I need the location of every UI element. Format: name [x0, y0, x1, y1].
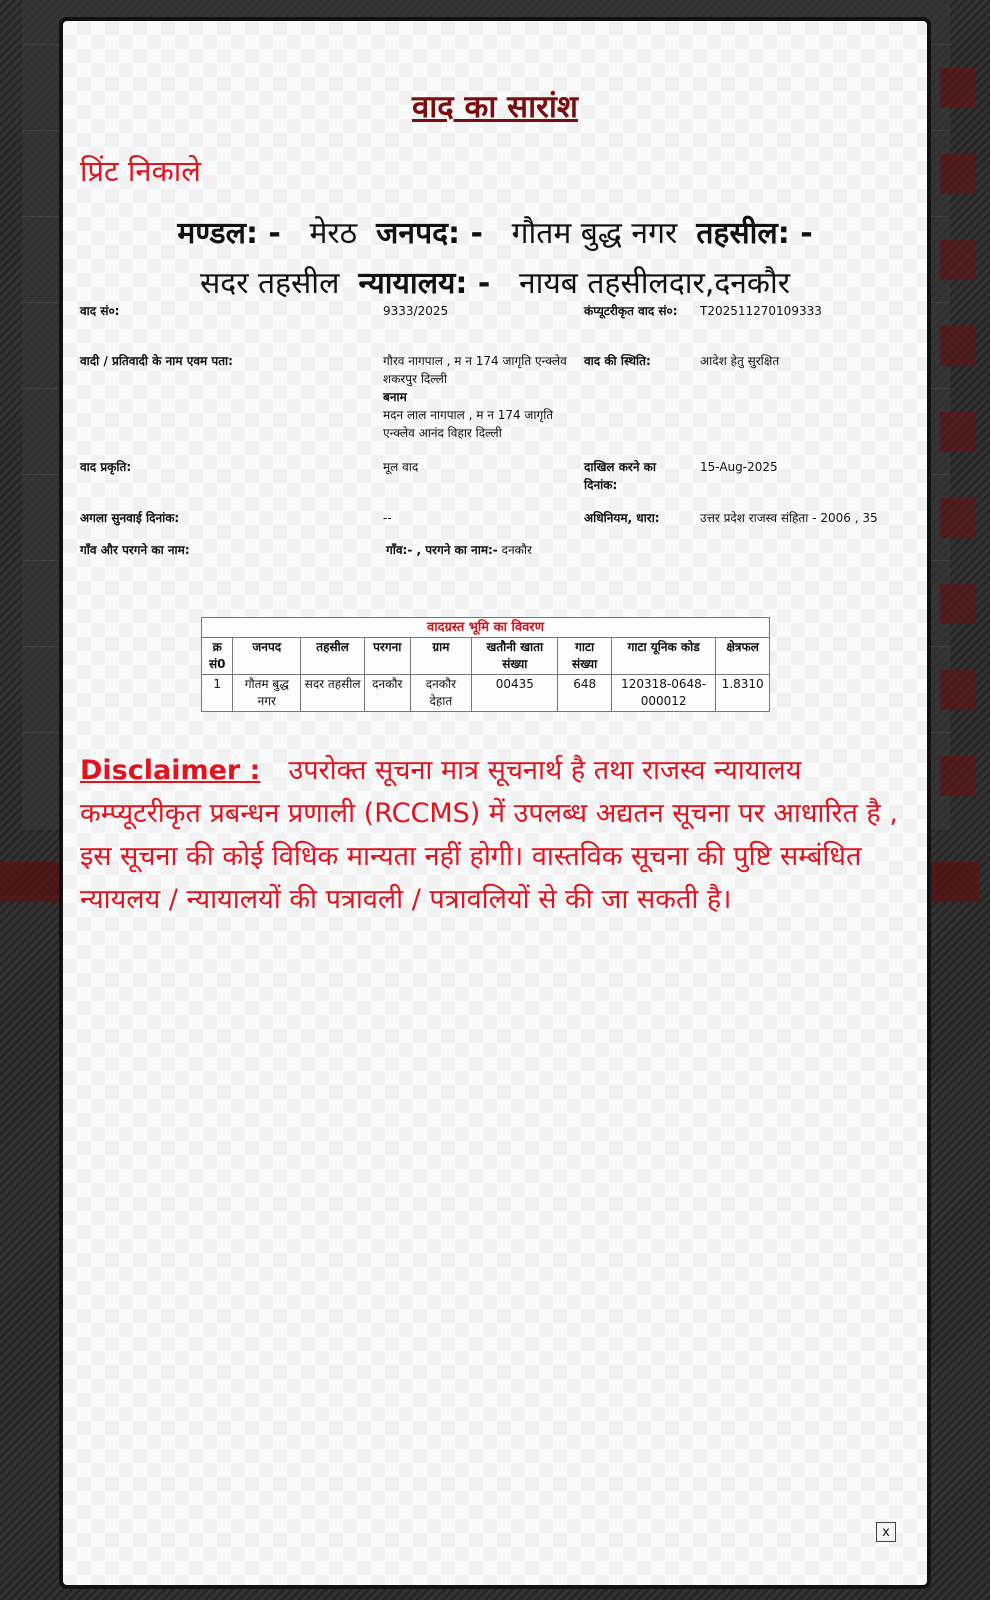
land-details-table — [201, 617, 770, 712]
tehsil-label: तहसील: - — [696, 216, 813, 251]
tehsil-value: सदर तहसील — [199, 266, 340, 301]
land-table-header: परगना — [364, 638, 410, 675]
next-hearing-label: अगला सुनवाई दिनांक: — [80, 511, 180, 525]
nyayalay-label: न्यायालय: - — [358, 266, 491, 301]
court-heading-line-2 — [63, 261, 927, 302]
land-table-header: क्र सं0 — [202, 638, 233, 675]
act-label: अधिनियम, धारा: — [584, 511, 660, 525]
defendant-name: मदन लाल नागपाल , म न 174 जागृति एन्क्लेव आनंद विहार दिल्ली — [383, 408, 554, 440]
status-label: वाद की स्थिति: — [584, 354, 651, 368]
land-table-header: गाटा यूनिक कोड — [611, 638, 715, 675]
land-table-cell: 1.8310 — [716, 675, 770, 712]
print-link[interactable]: प्रिंट निकाले — [80, 154, 201, 188]
disclaimer — [80, 749, 900, 921]
filing-date-label: दाखिल करने का दिनांक: — [584, 460, 657, 492]
plaintiff-name: गौरव नागपाल , म न 174 जागृति एन्क्लेव शकरपुर दिल्ली — [383, 354, 567, 386]
filing-date-value: 15-Aug-2025 — [700, 460, 778, 474]
land-table-header: जनपद — [233, 638, 301, 675]
computer-vaad-value: T202511270109333 — [700, 304, 822, 318]
court-heading-line-1 — [63, 211, 927, 252]
disclaimer-label: Disclaimer : — [80, 755, 261, 786]
parties-label: वादी / प्रतिवादी के नाम एवम पता: — [80, 354, 233, 368]
land-table-cell: दनकौर — [364, 675, 410, 712]
nature-label: वाद प्रकृति: — [80, 460, 132, 474]
next-hearing-value: -- — [383, 511, 392, 525]
parties-value — [383, 352, 578, 442]
land-table-cell: 120318-0648-000012 — [611, 675, 715, 712]
village-value-label: गाँव:- , परगने का नाम:- — [386, 543, 498, 557]
land-table-header: खतौनी खाता संख्या — [472, 638, 558, 675]
nature-value: मूल वाद — [383, 460, 419, 474]
land-table-header: गाटा संख्या — [558, 638, 612, 675]
land-table-cell: 1 — [202, 675, 233, 712]
land-table-header: क्षेत्रफल — [716, 638, 770, 675]
table-row — [202, 675, 770, 712]
land-table-header-row — [202, 638, 770, 675]
modal-title: वाद का सारांश — [412, 89, 578, 125]
land-table-caption: वादग्रस्त भूमि का विवरण — [202, 618, 770, 638]
land-table-header: ग्राम — [410, 638, 472, 675]
nyayalay-value: नायब तहसीलदार,दनकौर — [518, 266, 791, 301]
act-value: उत्तर प्रदेश राजस्व संहिता - 2006 , 35 — [700, 511, 878, 525]
land-table-cell: 648 — [558, 675, 612, 712]
land-table-header: तहसील — [301, 638, 365, 675]
close-button[interactable]: x — [876, 1522, 896, 1542]
computer-vaad-label: कंप्यूटरीकृत वाद सं०: — [584, 304, 678, 318]
village-value-wrap — [386, 541, 686, 559]
status-value: आदेश हेतु सुरक्षित — [700, 354, 780, 368]
mandal-label: मण्डल: - — [177, 216, 281, 251]
banam-text: बनाम — [383, 390, 407, 404]
vaad-sankhya-label: वाद सं०: — [80, 304, 120, 318]
land-table-cell: सदर तहसील — [301, 675, 365, 712]
land-table-cell: गौतम बुद्ध नगर — [233, 675, 301, 712]
case-summary-modal — [63, 21, 927, 1585]
janpad-value: गौतम बुद्ध नगर — [511, 216, 678, 251]
vaad-sankhya-value: 9333/2025 — [383, 304, 449, 318]
land-table-cell: 00435 — [472, 675, 558, 712]
janpad-label: जनपद: - — [376, 216, 483, 251]
disclaimer-text: उपरोक्त सूचना मात्र सूचनार्थ है तथा राजस्व न्यायालय कम्प्यूटरीकृत प्रबन्धन प्रणाली (RCCMS) में उपलब्ध अद्यतन सूचना पर आधारित है , इस सूचना की कोई विधिक मान्यता नहीं होगी। वास्तविक सूचना की पुष्टि सम्बंधित न्यायलय / न्यायालयों की पत्रावली / पत्रावलियों से की जा सकती है। — [80, 755, 898, 915]
mandal-value: मेरठ — [309, 216, 358, 251]
village-value: दनकौर — [501, 543, 532, 557]
village-label: गाँव और परगने का नाम: — [80, 543, 190, 557]
land-table-cell: दनकौर देहात — [410, 675, 472, 712]
